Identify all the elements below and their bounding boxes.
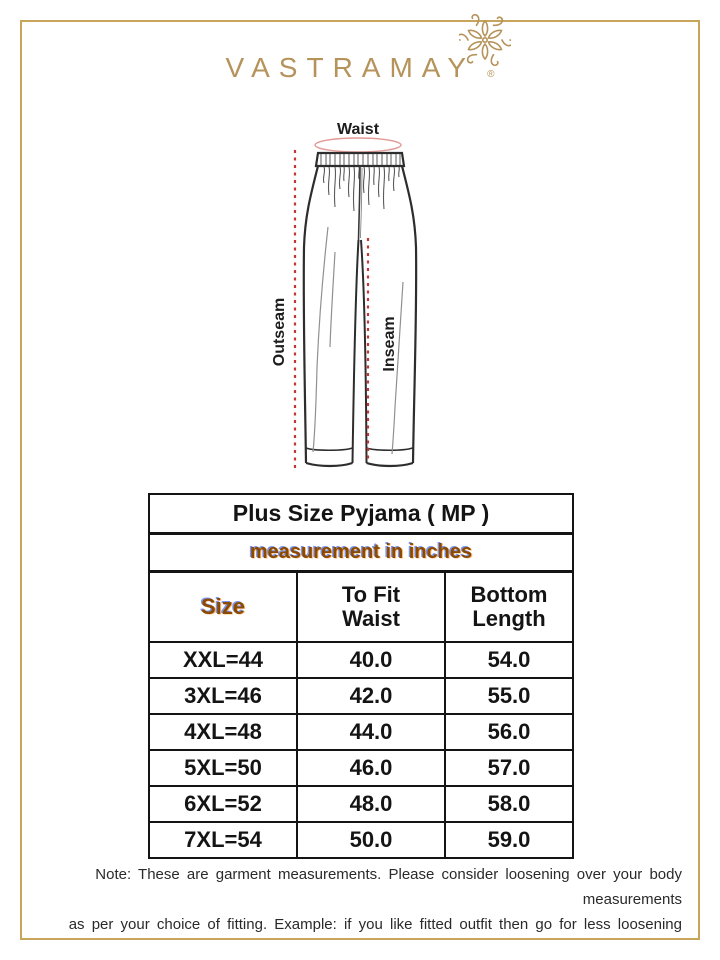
waist-cell: 42.0 xyxy=(297,678,445,714)
table-row xyxy=(149,786,573,822)
right-inner-seam xyxy=(361,240,367,463)
waist-cell: 50.0 xyxy=(297,822,445,858)
waist-label: Waist xyxy=(336,121,380,138)
waist-cell: 48.0 xyxy=(297,786,445,822)
brand-ornament-icon xyxy=(459,14,511,66)
size-cell: 5XL=50 xyxy=(149,750,297,786)
table-row xyxy=(149,678,573,714)
right-hem xyxy=(367,448,413,450)
note-line-2: as per your choice of fitting. Example: if you like fitted outfit then go for less loosening xyxy=(68,916,682,933)
table-subtitle: measurement in inches xyxy=(149,534,573,572)
waist-cell: 40.0 xyxy=(297,642,445,678)
table-title: Plus Size Pyjama ( MP ) xyxy=(149,494,573,534)
size-chart-table xyxy=(148,493,574,859)
length-cell: 55.0 xyxy=(445,678,573,714)
size-cell: 4XL=48 xyxy=(149,714,297,750)
right-hem-bottom xyxy=(367,463,414,466)
left-outer-seam xyxy=(304,166,318,463)
left-inner-seam xyxy=(353,240,359,463)
note-text xyxy=(0,862,720,937)
size-cell: 3XL=46 xyxy=(149,678,297,714)
column-header-bottom-length: Bottom Length xyxy=(445,572,573,643)
waist-cell: 44.0 xyxy=(297,714,445,750)
table-row xyxy=(149,714,573,750)
registered-trademark-symbol: ® xyxy=(487,69,495,80)
length-cell: 57.0 xyxy=(445,750,573,786)
front-center-seam-double xyxy=(361,168,363,238)
length-cell: 54.0 xyxy=(445,642,573,678)
right-outer-seam xyxy=(402,166,416,463)
column-header-size: Size xyxy=(149,572,297,643)
table-row xyxy=(149,642,573,678)
brand-header xyxy=(0,52,720,84)
size-cell: 7XL=54 xyxy=(149,822,297,858)
size-cell: XXL=44 xyxy=(149,642,297,678)
note-line-1: Note: These are garment measurements. Please consider loosening over your body measurements xyxy=(95,866,682,908)
waist-measure-ellipse xyxy=(315,138,401,152)
size-chart xyxy=(148,493,572,859)
table-row xyxy=(149,822,573,858)
left-hem-bottom xyxy=(306,463,353,466)
column-header-to-fit-waist: To Fit Waist xyxy=(297,572,445,643)
pyjama-measurement-diagram xyxy=(0,112,720,492)
inseam-label: Inseam xyxy=(381,316,398,372)
length-cell: 59.0 xyxy=(445,822,573,858)
waist-cell: 46.0 xyxy=(297,750,445,786)
table-row xyxy=(149,750,573,786)
size-cell: 6XL=52 xyxy=(149,786,297,822)
length-cell: 56.0 xyxy=(445,714,573,750)
outseam-label: Outseam xyxy=(271,297,288,367)
brand-logo-text: VASTRAMAY xyxy=(225,52,476,83)
length-cell: 58.0 xyxy=(445,786,573,822)
